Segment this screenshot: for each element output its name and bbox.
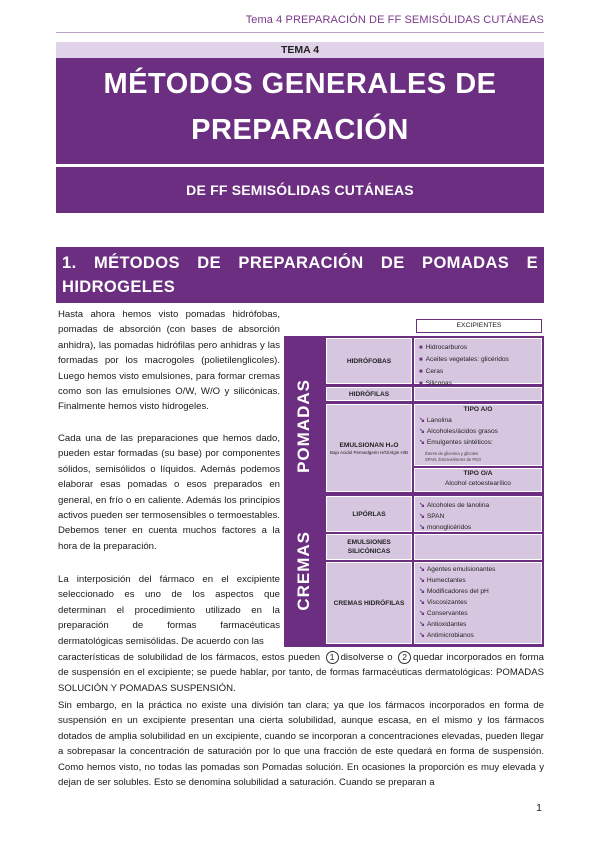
hidrofilas-label: HIDRÓFILAS [348, 390, 390, 398]
cremas-item: ↘ Antioxidantes [419, 619, 537, 630]
header-rule [56, 32, 544, 33]
tipo-ao-heading: TIPO A/O [463, 406, 493, 413]
tipo-oa-cell [414, 468, 542, 492]
liporlas-item: ↘ SPAN [419, 511, 537, 522]
paragraph-3: La interposición del fármaco en el excipiente seleccionado es uno de los aspectos que determinan el procedimiento utilizado en la preparación de formas farmacéuticas dermatológicas semisólidas. De acuerdo con las [58, 574, 280, 647]
hidrofobas-item: ■ Siliconas [419, 378, 537, 390]
paragraph-3-text-a: características de solubilidad de los fármacos, estos pueden [58, 652, 321, 663]
pomadas-label-block [284, 336, 324, 516]
hidrofobas-cell [326, 338, 412, 384]
title-line-2: PREPARACIÓN [191, 114, 409, 146]
circled-number-1: 1 [326, 651, 339, 664]
pomadas-label: POMADAS [294, 379, 313, 473]
cremas-item: ↘ Modificadores del pH [419, 586, 537, 597]
tipo-ao-cell [414, 404, 542, 466]
liporlas-label: LIPÓRLAS [352, 510, 386, 518]
page-number: 1 [536, 802, 542, 814]
paragraph-3-text-c: quedar incorporados en forma de suspensión en el excipiente; se puede hablar, por tanto, de formas farmacéuticas dermatológicas: POMADAS SOLUCIÓN Y POMADAS SUSPENSIÓN. [58, 652, 544, 694]
liporlas-item: ↘ monoglicéridos [419, 522, 537, 533]
tipo-ao-item: ↘ Alcoholes/ácidos grasos [419, 426, 537, 437]
cremas-item: ↘ Humectantes [419, 575, 537, 586]
emulsiones-siliconicas-label: EMULSIONES SILICÓNICAS [347, 539, 391, 555]
paragraph-3-continuation [58, 650, 544, 696]
paragraph-4: Sin embargo, en la práctica no existe una división tan clara; ya que los fármacos incorporados en forma de suspensión en un excipiente presentan una cierta solubilidad, aunque escasa, en el mismo y los fármacos dotados de amplia solubilidad en un excipiente, cuando se incorporan a concentraciones elevadas, pueden llegar a sobrepasar la concentración de saturación por lo que una fracción de este quedará en forma de suspensión. Como hemos visto, no todas las pomadas son Pomadas solución. En ocasiones la proporción es muy elevada y dejan de ser solubles. Esto se denomina solubilidad a saturación. Cuando se preparan a [58, 700, 544, 789]
liporlas-items [414, 496, 542, 532]
tipo-oa-item: Alcohol cetoestearílico [445, 480, 511, 487]
hidrofobas-items [414, 338, 542, 387]
liporlas-item: ↘ Alcoholes de lanolina [419, 500, 537, 511]
cremas-hidrofilas-items [414, 562, 542, 644]
paragraph-1: Hasta ahora hemos visto pomadas hidrófobas, pomadas de absorción (con bases de absorción anhidra), las pomadas hidrófilas pero anhidras y las formadas por los macrogoles (polietilenglicoles). Luego hemos visto emulsiones, para formar cremas como son las emulsiones O/W, W/O y silicónicas. Finalmente hemos visto hidrogeles. [58, 309, 280, 413]
emulsionan-cell [326, 404, 412, 492]
title-block [56, 58, 544, 164]
cremas-label-block [284, 494, 324, 647]
emulsionan-label: EMULSIONAN H₂O [339, 441, 399, 449]
hidrofilas-empty-cell [414, 387, 542, 401]
tipo-ao-item: ↘ Lanolina [419, 415, 537, 426]
cremas-hidrofilas-cell [326, 562, 412, 644]
running-header: Tema 4 PREPARACIÓN DE FF SEMISÓLIDAS CUTÁNEAS [245, 14, 544, 26]
cremas-item: ↘ Conservantes [419, 608, 537, 619]
paragraph-2: Cada una de las preparaciones que hemos dado, pueden estar formadas (su base) por componentes sólidos, semisólidos o líquidos. Además podemos elaborar esas pomadas o esos preparados en general, en frío o en caliente. Además los principios activos pueden ser termosensibles o termoestables. Debemos tener en cuenta muchos factores a la hora de la preparación. [58, 433, 280, 552]
tipo-oa-heading: TIPO O/A [463, 470, 493, 477]
hidrofilas-cell [326, 387, 412, 401]
subtitle: DE FF SEMISÓLIDAS CUTÁNEAS [56, 167, 544, 213]
emulsiones-siliconicas-cell [326, 534, 412, 560]
circled-number-2: 2 [398, 651, 411, 664]
cremas-item: ↘ Antimicrobianos [419, 630, 537, 641]
emulsiones-siliconicas-empty-cell [414, 534, 542, 560]
cremas-item: ↘ Viscosizantes [419, 597, 537, 608]
title-line-1: MÉTODOS GENERALES DE [103, 68, 497, 100]
emulsionan-note: Bajo Acidol Pensedgerin H/O/Algin H/B [329, 449, 409, 455]
topic-label: TEMA 4 [56, 42, 544, 58]
liporlas-cell [326, 496, 412, 532]
cremas-label: CREMAS [294, 530, 313, 611]
hidrofobas-item: ■ Hidrocarburos [419, 342, 537, 354]
hidrofobas-label: HIDRÓFOBAS [346, 357, 392, 365]
hidrofobas-item: ■ Ceras [419, 366, 537, 378]
cremas-hidrofilas-label: CREMAS HIDRÓFILAS [333, 599, 405, 607]
tipo-ao-item: ↘ Emulgentes sintéticos: [419, 437, 537, 448]
section-heading: 1. MÉTODOS DE PREPARACIÓN DE POMADAS E HIDROGELES [56, 247, 544, 303]
hidrofobas-item: ■ Aceites vegetales: glicéridos [419, 354, 537, 366]
tipo-ao-note: Éteres de glicerina y glicoles [425, 451, 479, 456]
excipient-diagram [284, 317, 546, 647]
paragraph-3-text-b: disolverse o [340, 652, 393, 663]
cremas-item: ↘ Agentes emulsionantes [419, 564, 537, 575]
tipo-ao-note: SPAN, Ésteres/éteres de PEG [425, 456, 482, 462]
excipientes-header: EXCIPIENTES [416, 319, 542, 333]
